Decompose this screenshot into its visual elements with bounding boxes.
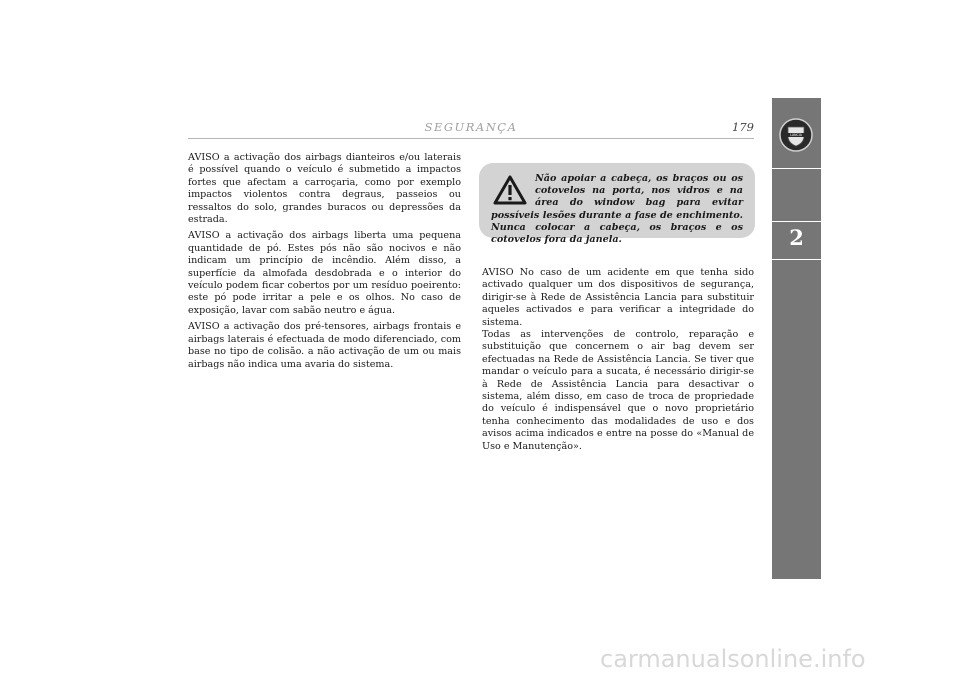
paragraph: Todas as intervenções de controlo, reparação e substituição que concernem o air bag devem ser efectuadas na Rede de Assistência Lancia. Se tiver que mandar o veículo para a sucata, é necessário dirigir-se à Rede de Assistência Lancia para desactivar o sistema, além disso, em caso de troca de propriedade do veículo é indispensável que o novo proprietário tenha conhecimento das modalidades de uso e dos avisos acima indicados e entre na posse do «Manual de Uso e Manutenção». xyxy=(482,329,754,452)
paragraph: AVISO No caso de um acidente em que tenha sido activado qualquer um dos dispositivos de segurança, dirigir-se à Rede de Assistência Lancia para substituir aqueles activados e para verificar a integridade do sistema. xyxy=(482,267,754,328)
warning-triangle-icon xyxy=(493,175,527,205)
right-column xyxy=(482,267,754,453)
warning-text: Não apoiar a cabeça, os braços ou os cotovelos na porta, nos vidros e na área do window bag para evitar possíveis lesões durante a fase de enchimento. Nunca colocar a cabeça, os braços e os cotovelos fora da janela. xyxy=(491,173,743,246)
tab-divider xyxy=(772,259,821,260)
logo-text: LANCIA xyxy=(790,133,802,138)
chapter-side-tab xyxy=(772,98,821,579)
watermark: carmanualsonline.info xyxy=(600,645,866,673)
page-title: SEGURANÇA xyxy=(424,120,518,134)
paragraph: AVISO a activação dos airbags dianteiros e/ou laterais é possível quando o veículo é submetido a impactos fortes que afectam a carroçaria, como por exemplo impactos violentos contra degraus, passeios ou ressaltos do solo, grandes buracos ou depressões da estrada. xyxy=(188,152,461,226)
tab-divider xyxy=(772,168,821,169)
chapter-number: 2 xyxy=(789,225,804,250)
header-divider xyxy=(188,138,754,139)
paragraph: AVISO a activação dos pré-tensores, airbags frontais e airbags laterais é efectuada de modo diferenciado, com base no tipo de colisão. a não activação de um ou mais airbags não indica uma avaria do sistema. xyxy=(188,321,461,370)
tab-divider xyxy=(772,221,821,222)
page-header xyxy=(188,118,754,138)
lancia-shield-logo xyxy=(778,118,814,152)
left-column xyxy=(188,152,461,375)
paragraph: AVISO a activação dos airbags liberta uma pequena quantidade de pó. Estes pós não são nocivos e não indicam um princípio de incêndio. Além disso, a superfície da almofada desdobrada e o interior do veículo podem ficar cobertos por um resíduo poeirento: este pó pode irritar a pele e os olhos. No caso de exposição, lavar com sabão neutro e água. xyxy=(188,230,461,316)
warning-box xyxy=(479,163,755,246)
page-number: 179 xyxy=(732,120,754,134)
